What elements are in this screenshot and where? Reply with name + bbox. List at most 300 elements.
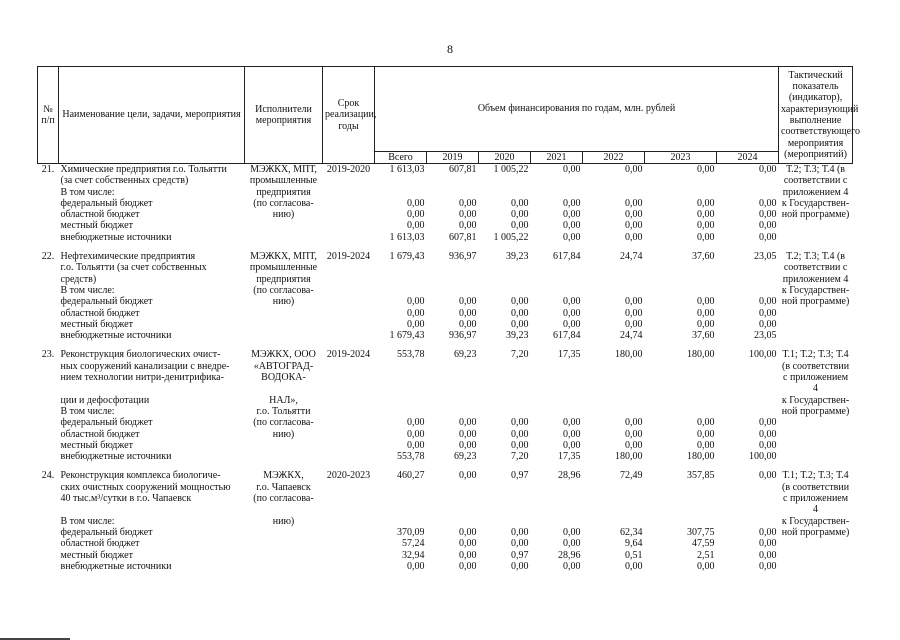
row-period: [323, 187, 375, 198]
row-period: [323, 274, 375, 285]
amount-cell: 47,59: [692, 538, 715, 550]
row-indicator: Т.2; Т.3; Т.4 (в: [786, 164, 846, 175]
row-indicator: (в соответствии: [782, 360, 850, 372]
amount-cell: [479, 274, 531, 285]
row-name: В том числе:: [60, 186, 115, 198]
amount-cell: 0,00: [459, 296, 477, 308]
financing-table: [37, 66, 860, 572]
row-executors: МЭЖКХ, МПТ,: [250, 251, 317, 263]
row-name: В том числе:: [60, 284, 115, 296]
amount-cell: [583, 493, 645, 516]
amount-cell: 0,00: [459, 560, 477, 572]
amount-cell: 607,81: [449, 164, 477, 175]
amount-cell: [531, 395, 583, 406]
amount-cell: 0,97: [511, 549, 529, 561]
row-number: [38, 319, 59, 330]
amount-cell: 0,00: [625, 164, 643, 175]
amount-cell: 62,34: [620, 526, 643, 538]
amount-cell: 7,20: [511, 349, 529, 361]
row-executors: нию): [272, 428, 295, 440]
amount-cell: 0,00: [459, 417, 477, 429]
row-executors: [245, 330, 323, 341]
row-number: [38, 482, 59, 493]
amount-cell: 0,00: [625, 231, 643, 243]
row-period: 2019-2024: [326, 349, 371, 361]
row-period: [323, 319, 375, 330]
row-indicator: [779, 451, 853, 462]
row-executors: г.о. Тольятти: [256, 405, 311, 417]
amount-cell: 0,00: [759, 231, 777, 243]
row-indicator: к Государствен-: [781, 515, 850, 527]
amount-cell: 0,00: [563, 197, 581, 209]
page-number: 8: [447, 42, 453, 56]
row-number: [38, 308, 59, 319]
amount-cell: 0,00: [759, 526, 777, 538]
row-executors: [245, 527, 323, 538]
amount-cell: [717, 285, 779, 296]
amount-cell: 0,00: [511, 318, 529, 330]
col-indicator-header: Тактический показатель (индикатор), характеризующий выполнение соответствующего мероприятия (мероприятий): [779, 67, 853, 164]
amount-cell: 2,51: [697, 549, 715, 561]
amount-cell: 23,05: [754, 251, 777, 263]
amount-cell: [717, 493, 779, 516]
table-row: [38, 482, 853, 493]
amount-cell: [645, 187, 717, 198]
amount-cell: [717, 262, 779, 273]
amount-cell: 0,00: [563, 560, 581, 572]
table-row: [38, 308, 853, 319]
amount-cell: [645, 406, 717, 417]
amount-cell: 1 005,22: [493, 231, 529, 243]
amount-cell: 1 613,03: [389, 164, 425, 175]
col-executors-header: Исполнители мероприятия: [245, 67, 323, 164]
row-indicator: ной программе): [781, 526, 850, 538]
row-indicator: приложением 4: [782, 186, 849, 198]
row-indicator: ной программе): [781, 405, 850, 417]
table-row: [38, 296, 853, 307]
amount-cell: 0,00: [511, 296, 529, 308]
row-period: [323, 308, 375, 319]
table-row: [38, 451, 853, 462]
amount-cell: 0,00: [697, 164, 715, 175]
row-executors: [245, 561, 323, 572]
table-row: [38, 285, 853, 296]
amount-cell: 0,00: [563, 318, 581, 330]
amount-cell: 0,00: [563, 231, 581, 243]
amount-cell: [717, 372, 779, 395]
row-period: [323, 262, 375, 273]
row-number: [38, 451, 59, 462]
amount-cell: 0,00: [759, 560, 777, 572]
amount-cell: 180,00: [615, 451, 643, 463]
amount-cell: 32,94: [402, 549, 425, 561]
table-row: [38, 220, 853, 231]
amount-cell: 0,00: [459, 439, 477, 451]
amount-cell: [583, 406, 645, 417]
amount-cell: 0,00: [697, 560, 715, 572]
row-executors: ВОДОКА-: [261, 372, 306, 384]
row-name: внебюджетные источники: [60, 560, 172, 572]
row-name: внебюджетные источники: [60, 451, 172, 463]
table-row: [38, 561, 853, 572]
amount-cell: [645, 262, 717, 273]
amount-cell: [583, 395, 645, 406]
row-gap-cell: [38, 341, 853, 349]
row-executors: МЭЖКХ, ООО: [251, 349, 316, 361]
amount-cell: [583, 516, 645, 527]
row-name: федеральный бюджет: [60, 197, 153, 209]
row-number: [38, 262, 59, 273]
row-executors: [245, 319, 323, 330]
amount-cell: [479, 493, 531, 516]
row-name: местный бюджет: [60, 549, 133, 561]
row-name: 40 тыс.м³/сутки в г.о. Чапаевск: [60, 493, 192, 505]
row-number: [38, 232, 59, 243]
table-body: [38, 164, 853, 573]
row-executors: г.о. Чапаевск: [256, 481, 311, 493]
amount-cell: 69,23: [454, 451, 477, 463]
amount-cell: 0,00: [697, 209, 715, 221]
amount-cell: 24,74: [620, 330, 643, 342]
amount-cell: 553,78: [397, 451, 425, 463]
row-period: [323, 440, 375, 451]
amount-cell: [375, 187, 427, 198]
amount-cell: 370,09: [397, 526, 425, 538]
row-indicator: [779, 220, 853, 231]
row-indicator: [779, 330, 853, 341]
row-name: местный бюджет: [60, 318, 133, 330]
row-name: внебюджетные источники: [60, 330, 172, 342]
row-indicator: к Государствен-: [781, 197, 850, 209]
table-row: [38, 319, 853, 330]
amount-cell: 0,00: [625, 307, 643, 319]
amount-cell: 0,00: [697, 417, 715, 429]
amount-cell: 936,97: [449, 330, 477, 342]
amount-cell: 0,00: [459, 318, 477, 330]
amount-cell: 1 679,43: [389, 251, 425, 263]
amount-cell: [531, 187, 583, 198]
row-period: [323, 330, 375, 341]
row-indicator: соответствии с: [783, 262, 848, 274]
amount-cell: [717, 274, 779, 285]
amount-cell: [479, 175, 531, 186]
row-name: Химические предприятия г.о. Тольятти: [60, 164, 227, 175]
row-number: [38, 493, 59, 516]
row-executors: [245, 440, 323, 451]
row-name: областной бюджет: [60, 538, 140, 550]
row-number: [38, 516, 59, 527]
amount-cell: [375, 285, 427, 296]
amount-cell: 0,00: [697, 318, 715, 330]
amount-cell: 0,00: [563, 164, 581, 175]
amount-cell: 0,00: [697, 220, 715, 232]
amount-cell: 0,00: [407, 560, 425, 572]
amount-cell: 0,00: [697, 231, 715, 243]
amount-cell: 0,00: [759, 296, 777, 308]
row-gap-cell: [38, 462, 853, 470]
table-row: [38, 164, 853, 176]
row-indicator: с приложением 4: [783, 493, 849, 516]
table-row: [38, 516, 853, 527]
col-funding-header: Объем финансирования по годам, млн. рублей: [375, 67, 779, 152]
amount-cell: [531, 372, 583, 395]
amount-cell: 0,51: [625, 549, 643, 561]
row-executors: [245, 451, 323, 462]
row-number: [38, 330, 59, 341]
row-indicator: Т.2; Т.3; Т.4 (в: [786, 251, 846, 263]
amount-cell: [531, 482, 583, 493]
year-header: 2021: [531, 152, 583, 164]
amount-cell: [427, 361, 479, 372]
year-header: 2024: [717, 152, 779, 164]
row-executors: нию): [272, 515, 295, 527]
row-executors: МЭЖКХ,: [263, 470, 304, 482]
amount-cell: 0,00: [459, 538, 477, 550]
amount-cell: 0,00: [625, 220, 643, 232]
amount-cell: 100,00: [749, 451, 777, 463]
row-period: 2019-2020: [326, 164, 371, 175]
row-indicator: Т.1; Т.2; Т.3; Т.4: [782, 349, 849, 361]
row-name: ных сооружений канализации с внедре-: [60, 360, 230, 372]
amount-cell: 617,84: [553, 251, 581, 263]
amount-cell: [645, 361, 717, 372]
amount-cell: 0,00: [563, 526, 581, 538]
amount-cell: 0,00: [759, 307, 777, 319]
row-period: [323, 417, 375, 428]
amount-cell: 180,00: [615, 349, 643, 361]
row-period: [323, 372, 375, 395]
row-period: [323, 493, 375, 516]
table-row: [38, 274, 853, 285]
amount-cell: 357,85: [687, 470, 715, 482]
amount-cell: 0,00: [459, 209, 477, 221]
row-indicator: Т.1; Т.2; Т.3; Т.4: [782, 470, 849, 482]
amount-cell: 180,00: [687, 349, 715, 361]
row-indicator: [779, 538, 853, 549]
table-row: [38, 429, 853, 440]
amount-cell: 0,00: [625, 439, 643, 451]
table-row: [38, 470, 853, 481]
amount-cell: 0,00: [407, 318, 425, 330]
amount-cell: 7,20: [511, 451, 529, 463]
row-period: [323, 296, 375, 307]
amount-cell: 0,00: [459, 307, 477, 319]
table-row: [38, 417, 853, 428]
amount-cell: 0,00: [563, 417, 581, 429]
row-name: (за счет собственных средств): [60, 175, 189, 187]
amount-cell: 0,00: [759, 318, 777, 330]
row-period: [323, 285, 375, 296]
row-period: [323, 198, 375, 209]
amount-cell: [479, 361, 531, 372]
amount-cell: 57,24: [402, 538, 425, 550]
amount-cell: [717, 187, 779, 198]
row-indicator: [779, 308, 853, 319]
row-number: [38, 440, 59, 451]
row-number: [38, 198, 59, 209]
table-row: [38, 395, 853, 406]
table-row: [38, 372, 853, 395]
row-executors: нию): [272, 209, 295, 221]
amount-cell: [479, 372, 531, 395]
row-name: областной бюджет: [60, 209, 140, 221]
amount-cell: 37,60: [692, 330, 715, 342]
row-name: областной бюджет: [60, 307, 140, 319]
amount-cell: [717, 395, 779, 406]
row-executors: «АВТОГРАД-: [253, 360, 314, 372]
amount-cell: 1 613,03: [389, 231, 425, 243]
amount-cell: [375, 395, 427, 406]
row-name: средств): [60, 273, 97, 285]
amount-cell: [427, 285, 479, 296]
table-row: [38, 550, 853, 561]
row-indicator: [779, 550, 853, 561]
row-indicator: к Государствен-: [781, 284, 850, 296]
amount-cell: 0,00: [511, 209, 529, 221]
row-number: 23.: [41, 349, 55, 361]
amount-cell: [583, 187, 645, 198]
amount-cell: [375, 175, 427, 186]
amount-cell: [531, 274, 583, 285]
row-number: [38, 550, 59, 561]
table-row: [38, 187, 853, 198]
amount-cell: [531, 493, 583, 516]
amount-cell: 0,97: [511, 470, 529, 482]
amount-cell: 0,00: [625, 209, 643, 221]
amount-cell: 69,23: [454, 349, 477, 361]
row-executors: [245, 550, 323, 561]
amount-cell: 0,00: [625, 197, 643, 209]
row-executors: нию): [272, 296, 295, 308]
row-name: В том числе:: [60, 405, 115, 417]
amount-cell: [427, 262, 479, 273]
row-number: [38, 361, 59, 372]
amount-cell: 180,00: [687, 451, 715, 463]
amount-cell: 0,00: [759, 439, 777, 451]
amount-cell: [645, 482, 717, 493]
row-period: [323, 209, 375, 220]
amount-cell: 0,00: [407, 417, 425, 429]
row-number: [38, 175, 59, 186]
amount-cell: [531, 516, 583, 527]
amount-cell: 9,64: [625, 538, 643, 550]
amount-cell: 0,00: [459, 470, 477, 482]
amount-cell: 0,00: [511, 439, 529, 451]
row-period: [323, 561, 375, 572]
amount-cell: 0,00: [759, 417, 777, 429]
amount-cell: 0,00: [625, 560, 643, 572]
amount-cell: [645, 372, 717, 395]
row-executors: предприятия: [256, 273, 311, 285]
amount-cell: [531, 406, 583, 417]
row-period: [323, 220, 375, 231]
amount-cell: [645, 493, 717, 516]
amount-cell: 0,00: [407, 296, 425, 308]
amount-cell: 24,74: [620, 251, 643, 263]
amount-cell: 0,00: [625, 318, 643, 330]
amount-cell: 0,00: [697, 439, 715, 451]
amount-cell: [531, 361, 583, 372]
row-number: [38, 285, 59, 296]
col-number-header: № п/п: [38, 67, 59, 164]
table-row: [38, 232, 853, 243]
amount-cell: 17,35: [558, 451, 581, 463]
row-executors: промышленные: [249, 262, 318, 274]
amount-cell: 0,00: [697, 307, 715, 319]
amount-cell: 72,49: [620, 470, 643, 482]
row-period: [323, 361, 375, 372]
amount-cell: 0,00: [563, 439, 581, 451]
amount-cell: 0,00: [459, 428, 477, 440]
table-row: [38, 440, 853, 451]
amount-cell: [645, 516, 717, 527]
amount-cell: 0,00: [511, 428, 529, 440]
amount-cell: 0,00: [563, 296, 581, 308]
row-number: [38, 417, 59, 428]
amount-cell: 39,23: [506, 330, 529, 342]
amount-cell: [479, 262, 531, 273]
amount-cell: [583, 175, 645, 186]
row-executors: предприятия: [256, 186, 311, 198]
row-indicator: соответствии с: [783, 175, 848, 187]
year-header: 2022: [583, 152, 645, 164]
amount-cell: 0,00: [459, 526, 477, 538]
amount-cell: 617,84: [553, 330, 581, 342]
year-header: 2020: [479, 152, 531, 164]
row-name: внебюджетные источники: [60, 231, 172, 243]
row-period: [323, 395, 375, 406]
amount-cell: 0,00: [697, 197, 715, 209]
row-indicator: ной программе): [781, 296, 850, 308]
amount-cell: 0,00: [511, 538, 529, 550]
amount-cell: [645, 274, 717, 285]
amount-cell: 0,00: [759, 197, 777, 209]
amount-cell: [427, 274, 479, 285]
amount-cell: [375, 516, 427, 527]
row-indicator: [779, 440, 853, 451]
amount-cell: 28,96: [558, 549, 581, 561]
amount-cell: [375, 274, 427, 285]
row-name: нием технологии нитри-денитрифика-: [60, 372, 224, 384]
amount-cell: [375, 262, 427, 273]
row-period: [323, 429, 375, 440]
amount-cell: [583, 274, 645, 285]
table-row: [38, 262, 853, 273]
col-name-header: Наименование цели, задачи, мероприятия: [59, 67, 245, 164]
amount-cell: 0,00: [563, 209, 581, 221]
row-period: 2019-2024: [326, 251, 371, 263]
amount-cell: 0,00: [759, 164, 777, 175]
row-period: [323, 550, 375, 561]
amount-cell: 0,00: [759, 209, 777, 221]
row-executors: [245, 232, 323, 243]
row-period: [323, 406, 375, 417]
table-header: [38, 67, 860, 164]
row-gap: [38, 462, 853, 470]
amount-cell: 100,00: [749, 349, 777, 361]
amount-cell: 0,00: [511, 560, 529, 572]
row-indicator: [779, 561, 853, 572]
amount-cell: 0,00: [759, 220, 777, 232]
row-executors: [245, 308, 323, 319]
table-row: [38, 198, 853, 209]
year-header: Всего: [375, 152, 427, 164]
row-name: федеральный бюджет: [60, 296, 153, 308]
amount-cell: [375, 493, 427, 516]
amount-cell: [427, 187, 479, 198]
row-gap-cell: [38, 243, 853, 251]
row-name: местный бюджет: [60, 220, 133, 232]
